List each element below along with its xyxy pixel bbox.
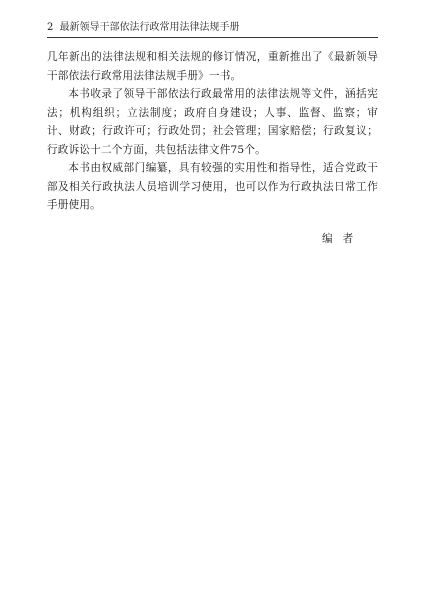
paragraph-contents: 本书收录了领导干部依法行政最常用的法律法规等文件，涵括宪法；机构组织；立法制度；政府自身建设；人事、监督、监察；审计、财政；行政许可；行政处罚；社会管理；国家赔偿；行政复议；行政诉讼十二个方面，共包括法律文件75个。: [47, 88, 378, 156]
paragraph-continued: 几年新出的法律法规和相关法规的修订情况，重新推出了《最新领导干部依法行政常用法律法规手册》一书。: [47, 51, 378, 82]
header-rule: [47, 37, 378, 38]
editor-signature: 编者: [322, 233, 364, 245]
running-header: [47, 21, 377, 38]
book-title: 最新领导干部依法行政常用法律法规手册: [59, 22, 240, 33]
paragraph-usage: 本书由权威部门编纂，具有较强的实用性和指导性，适合党政干部及相关行政执法人员培训学习使用，也可以作为行政执法日常工作手册使用。: [47, 162, 378, 211]
body-text: [47, 48, 378, 215]
page-number: 2: [47, 22, 54, 33]
